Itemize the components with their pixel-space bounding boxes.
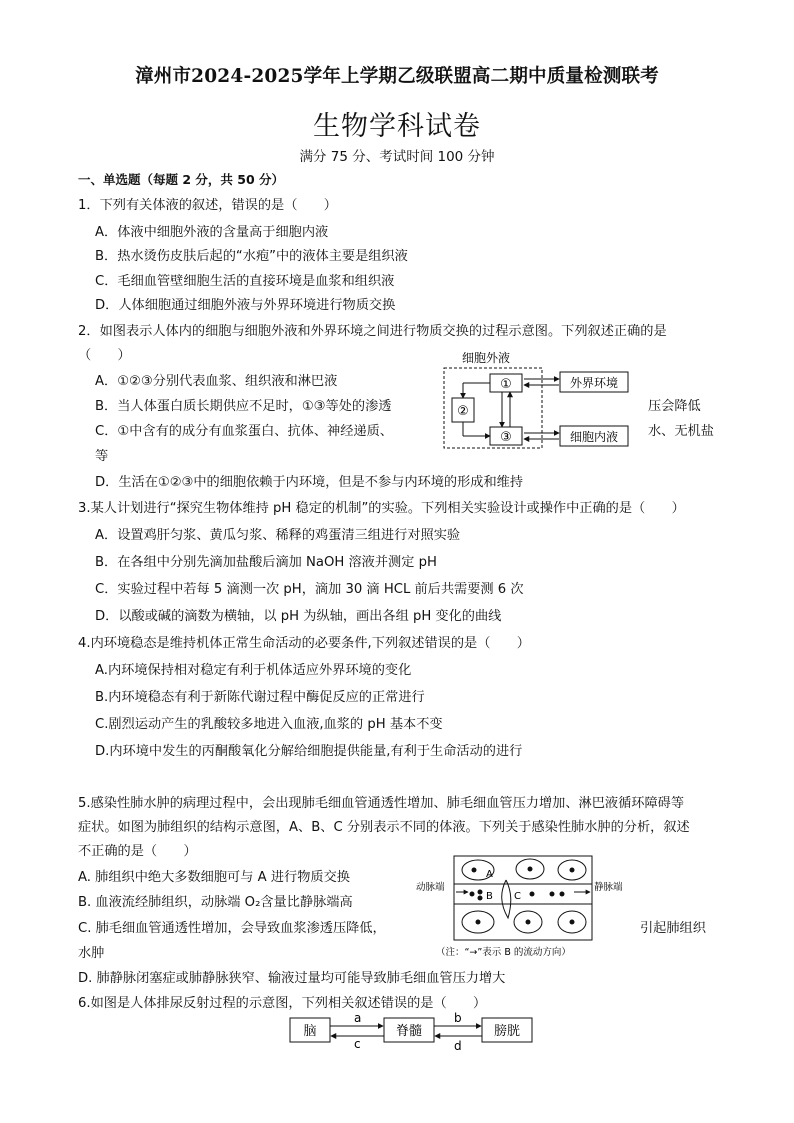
spinal-cord-label: 脊髓: [395, 1024, 423, 1039]
q6-stem: 6.如图是人体排尿反射过程的示意图，下列相关叙述错误的是（ ）: [78, 996, 487, 1011]
brain-label: 脑: [303, 1024, 317, 1039]
subject-title: 生物学科试卷: [313, 111, 481, 142]
q5-stem-line1: 5.感染性肺水肿的病理过程中，会出现肺毛细血管通透性增加、肺毛细血管压力增加、淋巴液循环障碍等: [78, 796, 685, 811]
label-a: A: [486, 869, 493, 880]
q1-option-b: B．热水烫伤皮肤后起的“水疱”中的液体主要是组织液: [95, 249, 408, 264]
intracellular-label: 细胞内液: [569, 430, 619, 444]
q5-option-c-end: 水肿: [78, 946, 105, 961]
q3-option-c: C．实验过程中若每 5 滴测一次 pH，滴加 30 滴 HCL 前后共需要测 6 次: [95, 582, 524, 597]
q5-option-c-tail: 引起肺组织: [640, 921, 706, 936]
lung-tissue-diagram: [414, 852, 632, 960]
body-fluid-diagram: [438, 348, 638, 452]
q1-option-a: A．体液中细胞外液的含量高于细胞内液: [95, 225, 329, 240]
lymph-vessel: [502, 880, 511, 918]
q4-option-d: D.内环境中发生的丙酮酸氧化分解给细胞提供能量,有利于生命活动的进行: [95, 744, 523, 759]
external-env-label: 外界环境: [569, 376, 619, 390]
exam-info: 满分 75 分、考试时间 100 分钟: [299, 149, 495, 165]
q4-option-a: A.内环境保持相对稳定有利于机体适应外界环境的变化: [95, 663, 412, 678]
q2-option-c-tail: 水、无机盐: [648, 424, 714, 439]
q3-option-b: B．在各组中分别先滴加盐酸后滴加 NaOH 溶液并测定 pH: [95, 555, 437, 570]
q2-option-a: A．①②③分别代表血浆、组织液和淋巴液: [95, 374, 338, 389]
bladder-label: 膀胱: [493, 1024, 521, 1039]
exam-title: 漳州市2024-2025学年上学期乙级联盟高二期中质量检测联考: [135, 66, 659, 87]
q5-option-b: B. 血液流经肺组织，动脉端 O₂含量比静脉端高: [78, 895, 353, 910]
q1-option-c: C．毛细血管壁细胞生活的直接环境是血浆和组织液: [95, 274, 395, 289]
fluid-1-label: ①: [500, 377, 512, 392]
q5-option-d: D. 肺静脉闭塞症或肺静脉狭窄、输液过量均可能导致肺毛细血管压力增大: [78, 971, 506, 986]
q3-stem: 3.某人计划进行“探究生物体维持 pH 稳定的机制”的实验。下列相关实验设计或操作中正确的是（ ）: [78, 501, 685, 516]
q5-stem-line2: 症状。如图为肺组织的结构示意图，A、B、C 分别表示不同的体液。下列关于感染性肺水肿的分析，叙述: [78, 820, 690, 835]
q2-option-b: B．当人体蛋白质长期供应不足时，①③等处的渗透: [95, 399, 392, 414]
q2-option-c: C．①中含有的成分有血浆蛋白、抗体、神经递质、: [95, 424, 393, 439]
q4-option-b: B.内环境稳态有利于新陈代谢过程中酶促反应的正常进行: [95, 690, 425, 705]
q2-stem-paren: （ ）: [78, 348, 131, 363]
path-d-label: d: [454, 1039, 462, 1052]
label-c: C: [514, 891, 521, 902]
q4-stem: 4.内环境稳态是维持机体正常生命活动的必要条件,下列叙述错误的是（ ）: [78, 636, 530, 651]
venous-end-label: 静脉端: [594, 882, 623, 893]
arterial-end-label: 动脉端: [416, 882, 445, 893]
q3-option-d: D．以酸或碱的滴数为横轴，以 pH 为纵轴，画出各组 pH 变化的曲线: [95, 609, 502, 624]
q1-stem: 1．下列有关体液的叙述，错误的是（ ）: [78, 198, 337, 213]
urination-reflex-diagram: [286, 1010, 536, 1052]
extracellular-label: 细胞外液: [462, 351, 511, 365]
fluid-3-label: ③: [500, 430, 512, 445]
q5-stem-line3: 不正确的是（ ）: [78, 844, 197, 859]
q2-stem: 2．如图表示人体内的细胞与细胞外液和外界环境之间进行物质交换的过程示意图。下列叙述正确的是: [78, 324, 667, 339]
q3-option-a: A．设置鸡肝匀浆、黄瓜匀浆、稀释的鸡蛋清三组进行对照实验: [95, 528, 461, 543]
fluid-2-label: ②: [457, 404, 469, 419]
q2-option-b-tail: 压会降低: [648, 399, 701, 414]
path-a-label: a: [354, 1011, 362, 1025]
label-b: B: [486, 891, 493, 902]
q2-option-d: D．生活在①②③中的细胞依赖于内环境，但是不参与内环境的形成和维持: [95, 475, 524, 490]
q5-option-a: A. 肺组织中绝大多数细胞可与 A 进行物质交换: [78, 870, 350, 885]
q1-option-d: D．人体细胞通过细胞外液与外界环境进行物质交换: [95, 298, 396, 313]
path-b-label: b: [454, 1011, 462, 1025]
q2-option-c-end: 等: [95, 449, 109, 464]
figure-note: （注：“→”表示 B 的流动方向）: [436, 947, 571, 958]
q4-option-c: C.剧烈运动产生的乳酸较多地进入血液,血浆的 pH 基本不变: [95, 717, 443, 732]
section-heading: 一、单选题（每题 2 分，共 50 分）: [78, 172, 285, 187]
q5-option-c: C. 肺毛细血管通透性增加，会导致血浆渗透压降低，: [78, 921, 386, 936]
path-c-label: c: [354, 1037, 361, 1051]
